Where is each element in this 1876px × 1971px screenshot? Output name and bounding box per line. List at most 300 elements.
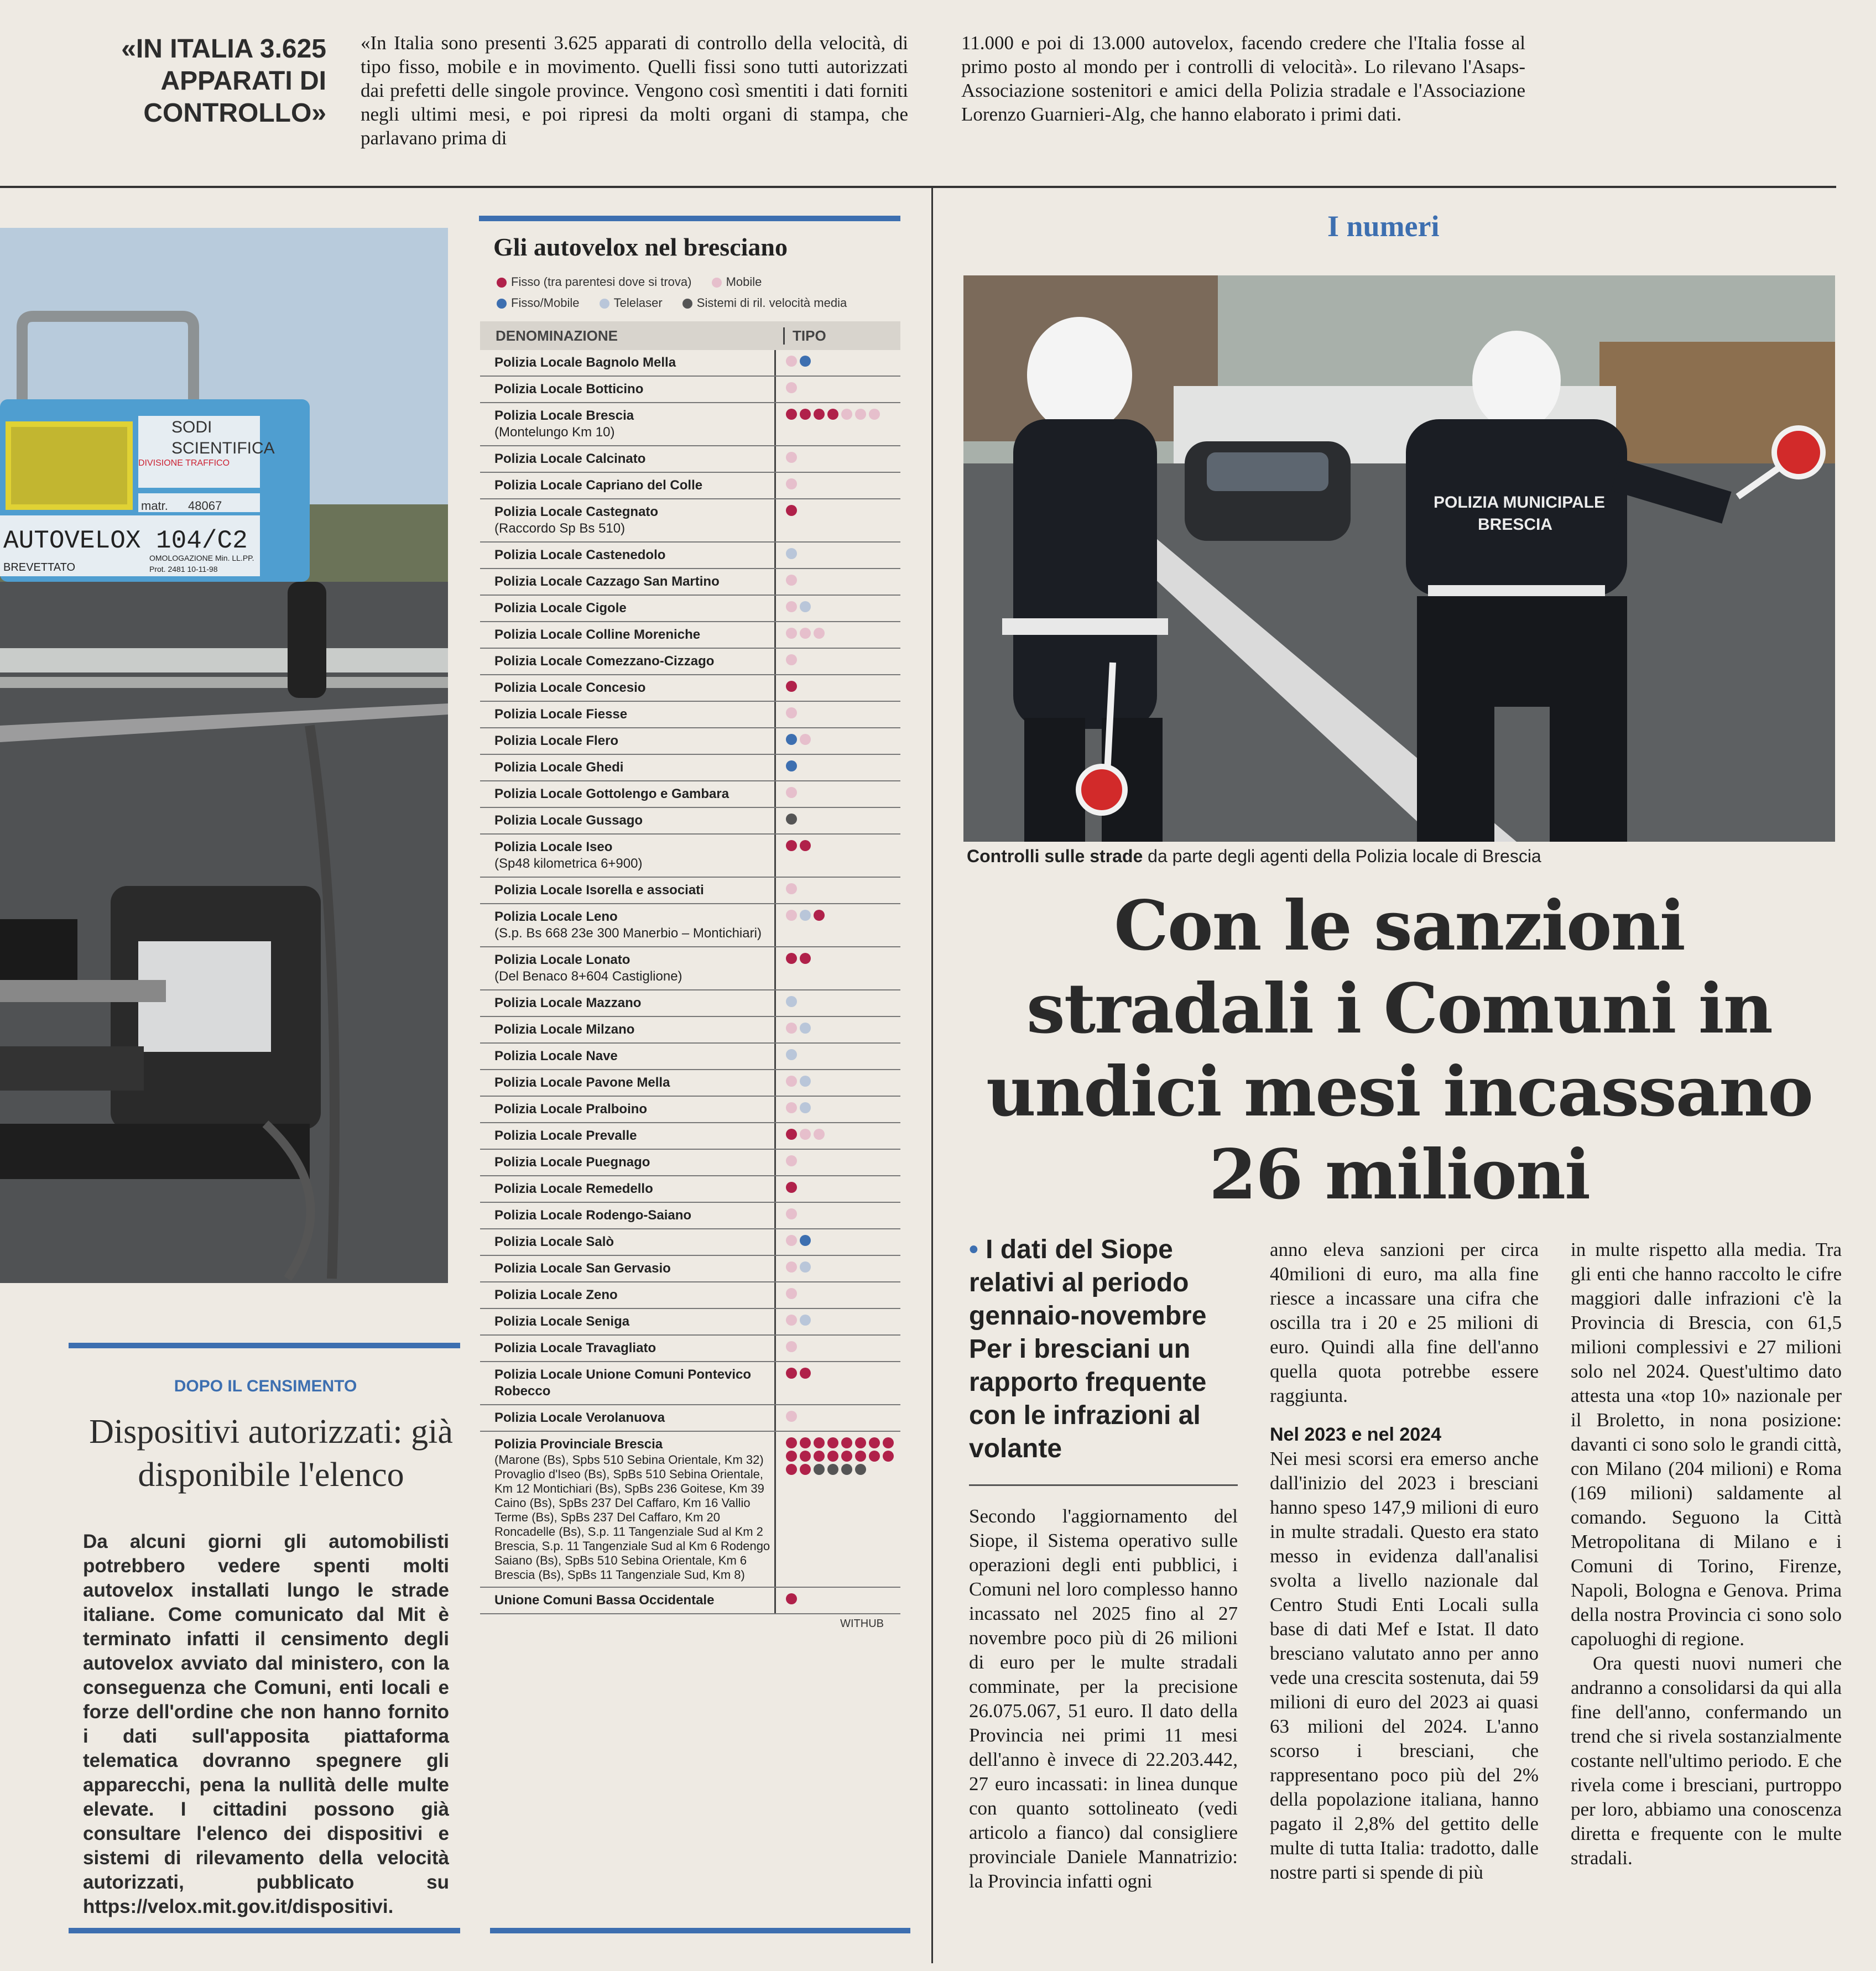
subhead-divider (969, 1484, 1238, 1486)
top-quote-col1: «In Italia sono presenti 3.625 apparati di controllo della velocità, di tipo fisso, mobile e in movimento. Quelli fissi sono tutti autorizzati dai prefetti delle singole province. Vengono così smentiti i dati forniti negli ultimi mesi, e poi ripresi da molti organi di stampa, che parlavano prima di (361, 32, 908, 149)
type-dot (786, 1593, 797, 1604)
row-type-cell (776, 1282, 900, 1308)
row-name: Polizia Locale Lonato (494, 952, 630, 967)
table-bottom-rule (490, 1928, 910, 1933)
row-name: Polizia Locale Remedello (494, 1181, 653, 1196)
row-type-cell (776, 1256, 900, 1281)
type-dot (786, 1368, 797, 1379)
type-dot (786, 1023, 797, 1034)
type-dot (855, 1437, 866, 1448)
row-name: Polizia Locale Gottolengo e Gambara (494, 786, 729, 801)
row-type-cell (776, 1017, 900, 1042)
table-row (480, 808, 900, 835)
table-row (480, 1229, 900, 1256)
row-name-cell (480, 1229, 776, 1255)
legend-telelaser-dot (600, 299, 609, 309)
type-dot (814, 628, 825, 639)
row-name: Polizia Locale Capriano del Colle (494, 478, 703, 493)
row-name-cell (480, 675, 776, 701)
type-dot (786, 1437, 797, 1448)
type-dot (800, 1129, 811, 1140)
header-tipo: TIPO (793, 327, 826, 344)
legend-fisso: Fisso (tra parentesi dove si trova) (497, 275, 691, 289)
type-dot (800, 953, 811, 964)
type-dot (786, 996, 797, 1007)
type-dot (800, 1076, 811, 1087)
type-dot (869, 409, 880, 420)
row-name: Polizia Locale Cigole (494, 601, 627, 616)
type-dot (800, 1102, 811, 1113)
type-dot (800, 734, 811, 745)
row-type-cell (776, 1229, 900, 1255)
row-name: Polizia Locale Puegnago (494, 1155, 650, 1170)
type-dot (786, 814, 797, 825)
table-row (480, 1097, 900, 1123)
table-row (480, 1176, 900, 1203)
type-dot (786, 1261, 797, 1273)
subhead-bullet-icon: • (969, 1235, 986, 1264)
type-dot (841, 1464, 852, 1475)
row-name-cell (480, 702, 776, 727)
type-dot (827, 1451, 838, 1462)
type-dot (786, 1049, 797, 1060)
table-row (480, 446, 900, 473)
type-dot (786, 1464, 797, 1475)
type-dot (814, 1464, 825, 1475)
type-dot (814, 1437, 825, 1448)
type-dot (800, 1451, 811, 1462)
row-name-cell (480, 1362, 776, 1404)
row-name: Polizia Locale Castegnato (494, 504, 659, 519)
type-dot (869, 1437, 880, 1448)
table-row (480, 675, 900, 702)
row-name-cell (480, 543, 776, 568)
type-dot (786, 478, 797, 489)
row-name: Polizia Locale Mazzano (494, 995, 642, 1010)
row-type-cell (776, 499, 900, 541)
type-dot (786, 840, 797, 851)
type-dot (786, 1411, 797, 1422)
row-name: Polizia Locale Castenedolo (494, 548, 666, 562)
row-name: Polizia Locale Milzano (494, 1022, 635, 1037)
row-name-cell (480, 446, 776, 472)
row-type-cell (776, 781, 900, 807)
row-name-cell (480, 1336, 776, 1361)
row-name-cell (480, 1203, 776, 1228)
type-dot (786, 505, 797, 516)
left-article-top-rule (69, 1343, 460, 1348)
row-type-cell (776, 878, 900, 903)
type-dot (786, 1315, 797, 1326)
row-type-cell (776, 1150, 900, 1175)
row-name: Polizia Locale Flero (494, 733, 619, 748)
row-detail: (S.p. Bs 668 23e 300 Manerbio – Montichiari) (494, 926, 762, 941)
table-row (480, 1256, 900, 1282)
caption-rest: da parte degli agenti della Polizia locale di Brescia (1143, 846, 1541, 866)
row-name: Polizia Locale Fiesse (494, 707, 628, 722)
table-title: Gli autovelox nel bresciano (493, 233, 788, 261)
row-name-cell (480, 781, 776, 807)
type-dot (786, 601, 797, 612)
subhead (969, 1233, 1234, 1466)
row-name-cell (480, 835, 776, 877)
table-row (480, 1070, 900, 1097)
row-name-cell (480, 1150, 776, 1175)
table-row (480, 1123, 900, 1150)
row-type-cell (776, 473, 900, 498)
device-label-matr: matr. (141, 499, 168, 513)
photo-label-polizia: POLIZIA MUNICIPALE (1434, 493, 1605, 512)
table-row (480, 1405, 900, 1432)
type-dot (883, 1437, 894, 1448)
row-name: Polizia Locale Pralboino (494, 1102, 648, 1117)
article-col-c-part1: in multe rispetto alla media. Tra gli enti che hanno raccolto le cifre maggiori dalle infrazioni c'è la Provincia di Brescia, con 61,5 milioni complessivi e 27 milioni solo nel 2024. Quest'ultimo dato attesta una «top 10» nazionale per il Broletto, in nona posizione: davanti ci sono solo le grandi città, con Milano (204 milioni) e Roma (169 milioni) saldamente al comando. Seguono la Città Metropolitana di Milano e i Comuni di Torino, Firenze, Napoli, Bologna e Genova. Prima della nostra Provincia ci sono solo capoluoghi di regione. (1571, 1239, 1842, 1650)
device-label-omologazione: OMOLOGAZIONE Min. LL.PP. (149, 554, 254, 562)
type-dot (869, 1451, 880, 1462)
table-row (480, 1432, 900, 1588)
type-dot (841, 409, 852, 420)
row-name-cell (480, 1017, 776, 1042)
row-type-cell (776, 1203, 900, 1228)
row-name: Polizia Locale Zeno (494, 1287, 618, 1302)
legend-fisso-dot (497, 278, 507, 288)
row-name: Polizia Locale Verolanuova (494, 1410, 665, 1425)
top-divider (0, 186, 1836, 188)
table-row (480, 403, 900, 446)
legend-fisso-mobile: Fisso/Mobile (497, 296, 579, 310)
article-col-b-part1: anno eleva sanzioni per circa 40milioni di euro, ma alla fine riesce a incassare una cifra che oscilla tra i 20 e 25 milioni di euro. Quindi alla fine dell'anno quella quota potrebbe essere raggiunta. (1270, 1239, 1539, 1406)
type-dot (786, 1451, 797, 1462)
row-name-cell (480, 569, 776, 595)
row-name-cell (480, 350, 776, 376)
type-dot (855, 1451, 866, 1462)
table-row (480, 1362, 900, 1405)
photo-caption (967, 846, 1541, 867)
article-col-a: Secondo l'aggiornamento del Siope, il Sistema operativo sulle operazioni degli enti pubblici, i Comuni nel loro complesso hanno incassato nel 2025 fino al 27 novembre poco più di 26 milioni di euro per le multe stradali comminate, per la precisione 26.075.067, 51 euro. Il dato della Provincia nei primi 11 mesi dell'anno è invece di 22.203.442, 27 euro incassati: in linea dunque con quanto sottolineato (vedi articolo a fianco) dal consigliere provinciale Daniele Mannatrizio: la Provincia infatti ogni (969, 1505, 1238, 1892)
type-dot (786, 1208, 797, 1219)
header-denominazione: DENOMINAZIONE (480, 327, 785, 345)
type-dot (814, 1451, 825, 1462)
type-dot (786, 953, 797, 964)
article-col-b-subtitle: Nel 2023 e nel 2024 (1270, 1424, 1442, 1445)
row-name-cell (480, 878, 776, 903)
type-dot (800, 1023, 811, 1034)
row-type-cell (776, 904, 900, 946)
table-row (480, 755, 900, 781)
row-type-cell (776, 403, 900, 445)
left-article-headline: Dispositivi autorizzati: già disponibile l'elenco (89, 1413, 453, 1494)
row-name: Polizia Locale Travagliato (494, 1341, 656, 1355)
row-name-cell (480, 622, 776, 648)
autovelox-photo-drawing (0, 228, 448, 1283)
row-type-cell (776, 1588, 900, 1613)
type-dot (827, 1464, 838, 1475)
type-dot (786, 548, 797, 559)
type-dot (786, 707, 797, 718)
row-type-cell (776, 947, 900, 989)
row-name: Polizia Locale Gussago (494, 813, 643, 828)
row-name-cell (480, 990, 776, 1016)
row-name: Polizia Locale Bagnolo Mella (494, 355, 676, 370)
row-name-cell (480, 1044, 776, 1069)
row-name-cell (480, 1070, 776, 1096)
legend-fisso-mobile-dot (497, 299, 507, 309)
row-type-cell (776, 755, 900, 780)
type-dot (800, 1315, 811, 1326)
row-name-cell (480, 1588, 776, 1613)
police-photo-drawing (963, 275, 1835, 842)
row-name-cell (480, 904, 776, 946)
row-type-cell (776, 1044, 900, 1069)
row-name: Unione Comuni Bassa Occidentale (494, 1593, 715, 1608)
row-type-cell (776, 446, 900, 472)
type-dot (786, 356, 797, 367)
row-name-cell (480, 499, 776, 541)
row-type-cell (776, 990, 900, 1016)
type-dot (786, 1341, 797, 1352)
row-name-cell (480, 1097, 776, 1122)
type-dot (786, 409, 797, 420)
row-name-cell (480, 947, 776, 989)
top-quote-title: «IN ITALIA 3.625 APPARATI DI CONTROLLO» (121, 34, 326, 128)
row-type-cell (776, 1176, 900, 1202)
type-dot (800, 356, 811, 367)
type-dot (827, 409, 838, 420)
type-dot (814, 910, 825, 921)
row-type-cell (776, 1097, 900, 1122)
row-name-cell (480, 649, 776, 674)
table-row (480, 499, 900, 543)
row-detail: (Del Benaco 8+604 Castiglione) (494, 969, 682, 984)
legend-mobile: Mobile (712, 275, 762, 289)
table-row (480, 1203, 900, 1229)
row-name-cell (480, 1176, 776, 1202)
row-type-cell (776, 808, 900, 833)
table-row (480, 947, 900, 990)
row-detail: (Sp48 kilometrica 6+900) (494, 856, 643, 871)
row-name: Polizia Locale Prevalle (494, 1128, 637, 1143)
row-detail: (Montelungo Km 10) (494, 425, 615, 440)
row-name-cell (480, 1309, 776, 1334)
row-name: Polizia Locale Cazzago San Martino (494, 574, 720, 589)
autovelox-photo (0, 228, 448, 1283)
type-dot (786, 628, 797, 639)
row-type-cell (776, 350, 900, 376)
table-row (480, 1282, 900, 1309)
type-dot (800, 628, 811, 639)
row-name: Polizia Locale Brescia (494, 408, 634, 423)
table-row (480, 835, 900, 878)
table-row (480, 1309, 900, 1336)
type-dot (883, 1451, 894, 1462)
legend-media-dot (682, 299, 692, 309)
article-col-b-part2: Nei mesi scorsi era emerso anche dall'inizio del 2023 i bresciani hanno speso 147,9 milioni di euro in multe stradali. Questo era stato messo in evidenza dall'analisi svolta a livello nazionale dal Centro Studi Enti Locali sulla base di dati Mef e Istat. Il dato bresciano valutato anno per anno vede una crescita sostenuta, dai 59 milioni di euro del 2023 ai quasi 63 milioni del 2024. L'anno scorso i bresciani, che rappresentano poco più del 2% della popolazione italiana, hanno pagato il 2,8% del gettito delle multe di tutta Italia: tradotto, dalle nostre parti si spende di più (1270, 1448, 1539, 1883)
table-rows (480, 350, 900, 1614)
device-label-model: AUTOVELOX 104/C2 (3, 526, 248, 555)
table-row (480, 1336, 900, 1362)
section-label: I numeri (1327, 210, 1440, 243)
article-col-c (1571, 1238, 1842, 1870)
article-col-b (1270, 1238, 1539, 1885)
type-dot (786, 654, 797, 665)
table-row (480, 878, 900, 904)
row-name-cell (480, 596, 776, 621)
type-dot (855, 1464, 866, 1475)
type-dot (800, 1464, 811, 1475)
table-row (480, 596, 900, 622)
row-type-cell (776, 377, 900, 402)
table-row (480, 622, 900, 649)
type-dot (800, 1235, 811, 1246)
row-name-cell (480, 1282, 776, 1308)
type-dot (786, 787, 797, 798)
type-dot (800, 910, 811, 921)
row-name-cell (480, 473, 776, 498)
row-type-cell (776, 1432, 900, 1587)
row-type-cell (776, 622, 900, 648)
type-dot (786, 452, 797, 463)
row-name: Polizia Locale Ghedi (494, 760, 624, 775)
row-type-cell (776, 1336, 900, 1361)
table-row (480, 377, 900, 403)
table-header (480, 321, 900, 350)
device-label-divisione: DIVISIONE TRAFFICO (138, 458, 230, 468)
type-dot (786, 760, 797, 771)
top-quote-col2: 11.000 e poi di 13.000 autovelox, facendo credere che l'Italia fosse al primo posto al mondo per i controlli di velocità». Lo rilevano l'Asaps-Associazione sostenitori e amici della Polizia stradale e l'Associazione Lorenzo Guarnieri-Alg, che hanno elaborato i primi dati. (961, 32, 1525, 125)
column-divider (931, 188, 933, 1963)
row-type-cell (776, 728, 900, 754)
row-name: Polizia Locale San Gervasio (494, 1261, 671, 1276)
row-type-cell (776, 569, 900, 595)
left-article-kicker: DOPO IL CENSIMENTO (174, 1377, 357, 1395)
row-name: Polizia Locale Colline Moreniche (494, 627, 701, 642)
row-name-cell (480, 1432, 776, 1587)
row-name: Polizia Provinciale Brescia (494, 1437, 663, 1452)
type-dot (786, 382, 797, 393)
row-type-cell (776, 1070, 900, 1096)
subhead-text: I dati del Siope relativi al periodo gennaio-novembre Per i bresciani un rapporto frequente con le infrazioni al volante (969, 1235, 1207, 1463)
row-name: Polizia Locale Iseo (494, 839, 613, 854)
legend-media: Sistemi di ril. velocità media (682, 296, 847, 310)
row-name-cell (480, 1405, 776, 1431)
type-dot (786, 681, 797, 692)
device-label-sodi: SODI (171, 418, 212, 436)
table-legend (497, 272, 900, 314)
type-dot (800, 1437, 811, 1448)
table-row (480, 702, 900, 728)
type-dot (786, 1235, 797, 1246)
table-credit: WITHUB (840, 1618, 884, 1630)
type-dot (786, 734, 797, 745)
row-name-cell (480, 755, 776, 780)
type-dot (786, 1076, 797, 1087)
table-row (480, 1588, 900, 1614)
row-type-cell (776, 1123, 900, 1149)
table-row (480, 649, 900, 675)
table-row (480, 1044, 900, 1070)
table-row (480, 350, 900, 377)
row-name: Polizia Locale Unione Comuni Pontevico Robecco (494, 1367, 752, 1399)
row-name: Polizia Locale Concesio (494, 680, 646, 695)
police-photo (963, 275, 1835, 842)
row-type-cell (776, 835, 900, 877)
caption-bold: Controlli sulle strade (967, 846, 1143, 866)
type-dot (800, 1368, 811, 1379)
type-dot (841, 1451, 852, 1462)
type-dot (786, 575, 797, 586)
device-label-prot: Prot. 2481 10-11-98 (149, 565, 218, 573)
row-type-cell (776, 649, 900, 674)
row-name: Polizia Locale Salò (494, 1234, 614, 1249)
row-name: Polizia Locale Pavone Mella (494, 1075, 670, 1090)
photo-label-brescia: BRESCIA (1478, 515, 1553, 534)
table-row (480, 569, 900, 596)
row-type-cell (776, 543, 900, 568)
table-row (480, 904, 900, 947)
table-row (480, 543, 900, 569)
row-name: Polizia Locale Comezzano-Cizzago (494, 654, 715, 669)
table-row (480, 473, 900, 499)
type-dot (786, 910, 797, 921)
table-row (480, 990, 900, 1017)
row-type-cell (776, 702, 900, 727)
table-row (480, 1150, 900, 1176)
table-row (480, 1017, 900, 1044)
type-dot (800, 1261, 811, 1273)
type-dot (814, 409, 825, 420)
row-detail: (Marone (Bs), Spbs 510 Sebina Orientale, Km 32) Provaglio d'Iseo (Bs), SpBs 510 Sebina Orientale, Km 12 Montichiari (Bs), SpBs 236 Goitese, Km 39 Caino (Bs), SpBs 237 Del Caffaro, Km 16 Vallio Terme (Bs), SpBs 237 Del Caffaro, Km 20 Roncadelle (Bs), S.p. 11 Tangenziale Sud al Km 2 Brescia, S.p. 11 Tangenziale Sud al Km 6 Rodengo Saiano (Bs), SpBs 510 Sebina Orientale, Km 6 Brescia (Bs), SpBs 11 Tangenziale Sud, Km 8) (494, 1453, 770, 1582)
legend-telelaser: Telelaser (600, 296, 663, 310)
type-dot (814, 1129, 825, 1140)
type-dot (800, 409, 811, 420)
type-dot (841, 1437, 852, 1448)
device-label-scientifica: SCIENTIFICA (171, 439, 275, 457)
row-name-cell (480, 808, 776, 833)
legend-mobile-dot (712, 278, 722, 288)
left-article-bottom-rule (69, 1928, 460, 1933)
row-name-cell (480, 403, 776, 445)
main-headline: Con le sanzioni stradali i Comuni in undici mesi incassano 26 milioni (986, 886, 1812, 1215)
table-row (480, 728, 900, 755)
table-row (480, 781, 900, 808)
autovelox-table (480, 216, 900, 1630)
row-name-cell (480, 377, 776, 402)
left-article-body: Da alcuni giorni gli automobilisti potrebbero vedere spenti molti autovelox installati lungo le strade italiane. Come comunicato dal Mit è terminato infatti il censimento degli autovelox avviato dal ministero, con la conseguenza che Comuni, enti locali e forze dell'ordine che non hanno fornito i dati sull'apposita piattaforma telematica dovranno spegnere gli apparecchi, pena la nullità delle multe elevate. I cittadini possono già consultare l'elenco dei dispositivi e sistemi di rilevamento della velocità autorizzati, pubblicato su https://velox.mit.gov.it/dispositivi. (83, 1531, 449, 1917)
type-dot (786, 1129, 797, 1140)
type-dot (800, 601, 811, 612)
article-col-c-part2: Ora questi nuovi numeri che andranno a consolidarsi da qui alla fine dell'anno, confermando un trend che si rivela sostanzialmente costante nell'ultimo periodo. E che rivela come i bresciani, purtroppo per loro, abbiamo una conoscenza diretta e frequente con le multe stradali. (1571, 1652, 1842, 1869)
row-name: Polizia Locale Seniga (494, 1314, 630, 1329)
row-type-cell (776, 1309, 900, 1334)
type-dot (786, 1288, 797, 1299)
row-type-cell (776, 1405, 900, 1431)
row-name-cell (480, 728, 776, 754)
type-dot (855, 409, 866, 420)
type-dot (786, 1102, 797, 1113)
row-name: Polizia Locale Nave (494, 1049, 618, 1063)
type-dot (800, 840, 811, 851)
row-name: Polizia Locale Botticino (494, 382, 644, 397)
row-name: Polizia Locale Rodengo-Saiano (494, 1208, 692, 1223)
row-name: Polizia Locale Leno (494, 909, 618, 924)
device-label-serial: 48067 (188, 499, 222, 513)
type-dot (827, 1437, 838, 1448)
row-type-cell (776, 596, 900, 621)
row-name-cell (480, 1123, 776, 1149)
row-name: Polizia Locale Calcinato (494, 451, 646, 466)
row-name-cell (480, 1256, 776, 1281)
device-label-brevettato: BREVETTATO (3, 561, 76, 573)
